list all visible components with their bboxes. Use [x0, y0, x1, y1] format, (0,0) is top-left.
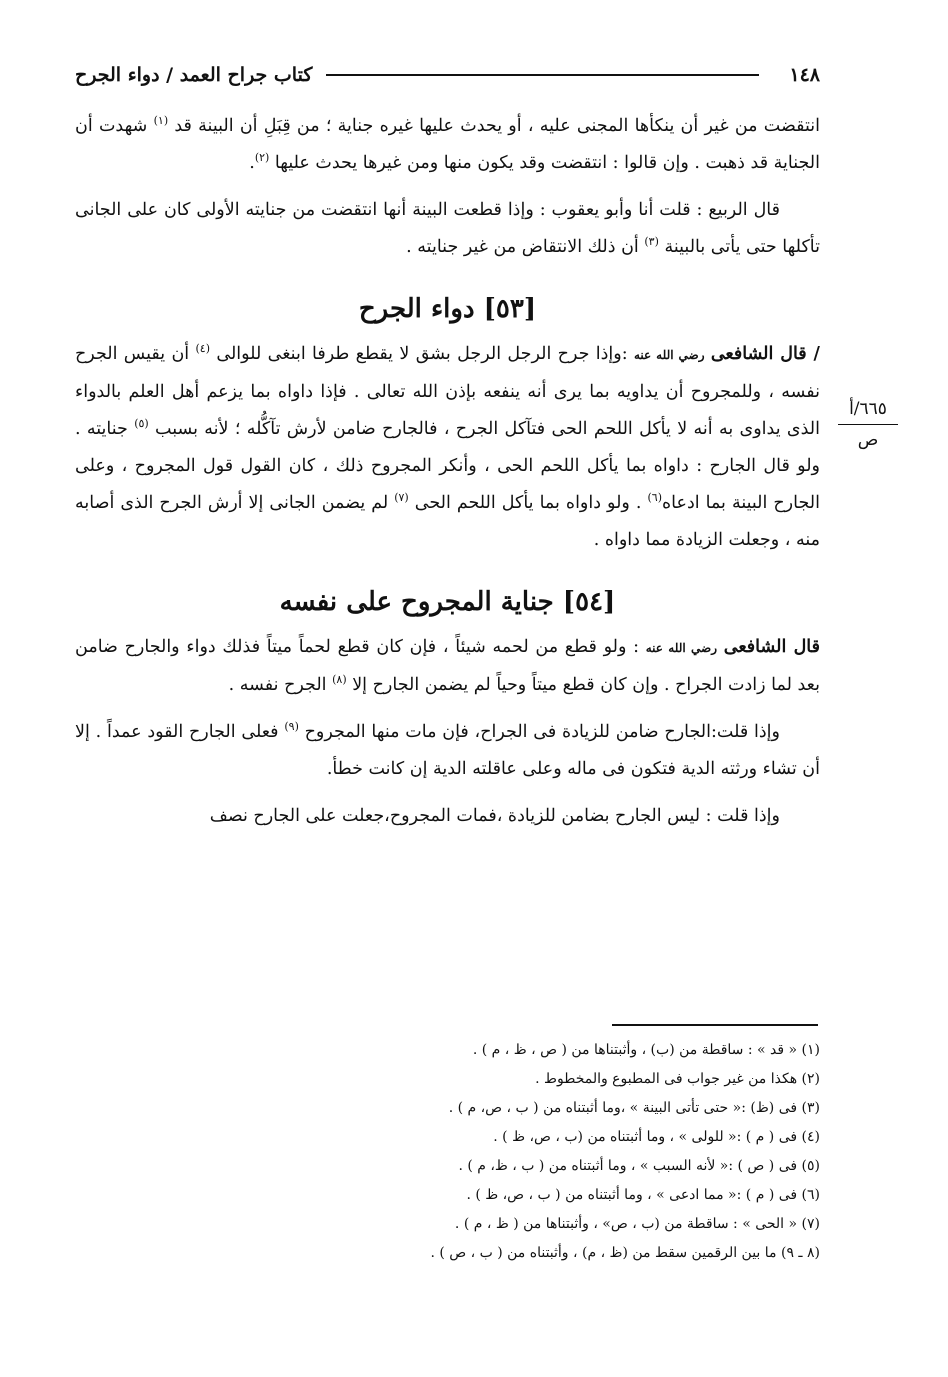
- paragraph-2: قال الربيع : قلت أنا وأبو يعقوب : وإذا قطعت البينة أنها انتقضت من جنايته الأولى كان على الجانى تأكلها حتى يأتى بالبينة $^{(٣)}$ أن ذلك الانتقاض من غير جنايته .: [75, 200, 820, 257]
- page-number: ١٤٨: [789, 64, 820, 86]
- paragraph-4: قال الشافعى رضي الله عنه : ولو قطع من لحمه شيئاً ، فإن كان قطع لحماً ميتاً فذلك دواء والجارح ضامن بعد لما زادت الجراح . وإن كان قطع ميتاً وحياً لم يضمن الجارح إلا $^{(٨)}$ الجرح نفسه .: [75, 637, 820, 695]
- section-heading-53: [٥٣] دواء الجرح: [358, 294, 537, 324]
- paragraph-6: وإذا قلت : ليس الجارح بضامن للزيادة ،فمات المجروح،جعلت على الجارح نصف: [209, 806, 780, 826]
- main-text: [75, 108, 820, 845]
- footnote-5: (٥) فى ( ص ) :« لأنه السبب » ، وما أثبتناه من ( ب ، ظ، م ) .: [458, 1158, 820, 1174]
- footnote-ref-8: (٨): [332, 673, 347, 687]
- footnote-ref-5: (٥): [134, 417, 149, 431]
- margin-folio-bottom: ص: [857, 430, 879, 450]
- footnote-separator: [612, 1024, 818, 1026]
- footnote-ref-3: (٣): [644, 235, 659, 249]
- footnote-7: (٧) « الحى » : ساقطة من (ب ، ص» ، وأثبتناها من ( ظ ، م ) .: [454, 1216, 820, 1232]
- footnote-2: (٢) هكذا من غير جواب فى المطبوع والمخطوط .: [535, 1071, 820, 1087]
- running-title: كتاب جراح العمد / دواء الجرح: [75, 64, 313, 86]
- footnote-6: (٦) فى ( م ) :« مما ادعى » ، وما أثبتناه من ( ب ، ص، ظ ) .: [466, 1187, 820, 1203]
- footnote-4: (٤) فى ( م ) :« للولى » ، وما أثبتناه من (ب ، ص، ظ ) .: [493, 1129, 820, 1145]
- footnote-ref-4: (٤): [195, 342, 211, 356]
- header-rule: [326, 74, 759, 76]
- honorific-glyph: رضي الله عنه: [645, 641, 718, 655]
- footnote-ref-6: (٦): [647, 491, 662, 505]
- section-heading-54: [٥٤] جناية المجروح على نفسه: [279, 587, 616, 617]
- margin-folio-top: ٦٦٥/أ: [849, 399, 887, 419]
- footnote-ref-1: (١): [153, 114, 169, 128]
- margin-folio-note: [838, 398, 898, 451]
- footnote-3: (٣) فى (ظ) :« حتى تأتى البينة » ،وما أثبتناه من ( ب ، ص، م ) .: [448, 1100, 820, 1116]
- paragraph-5: وإذا قلت:الجارح ضامن للزيادة فى الجراح، فإن مات منها المجروح $^{(٩)}$ فعلى الجارح القود عمداً . إلا أن تشاء ورثته الدية فتكون فى ماله وعلى عاقلته الدية إن كانت خطأ.: [75, 720, 820, 779]
- footnote-ref-9: (٩): [284, 720, 299, 734]
- speaker-lead: / قال الشافعى: [710, 344, 820, 364]
- footnote-1: (١) « قد » : ساقطة من (ب) ، وأثبتناها من ( ص ، ظ ، م ) .: [472, 1042, 820, 1058]
- page-header: [75, 55, 820, 95]
- footnote-ref-7: (٧): [394, 491, 409, 505]
- paragraph-3: / قال الشافعى رضي الله عنه :وإذا جرح الرجل الرجل بشق لا يقطع طرفا ابنغى للوالى $^{(٤)}$ أن يقيس الجرح نفسه ، وللمجروح أن يداويه بما يرى أنه ينفعه بإذن الله تعالى . فإذا داواه بما يزعم أهل العلم بالدواء الذى يداوى به أنه لا يأكل اللحم الحى فتآكل الجرح ، فالجارح ضامن لأرش تآكُّله ؛ لأنه بسبب $^{(٥)}$ جنايته . ولو قال الجارح : داواه بما يأكل اللحم الحى ، وأنكر المجروح ذلك ، كان القول قول المجروح ، وعلى الجارح البينة بما ادعاه$^{(٦)}$ . ولو داواه بما يأكل اللحم الحى $^{(٧)}$ لم يضمن الجانى إلا أرش الجرح الذى أصابه منه ، وجعلت الزيادة مما داواه .: [75, 342, 820, 550]
- footnote-8-9: (٨ ـ ٩) ما بين الرقمين سقط من (ظ ، م) ، وأثبتناه من ( ب ، ص ) .: [430, 1245, 820, 1261]
- speaker-lead: قال الشافعى: [723, 637, 820, 657]
- margin-folio-rule: [838, 424, 898, 425]
- footnote-ref-2: (٢): [254, 151, 270, 165]
- honorific-glyph: رضي الله عنه: [633, 348, 705, 362]
- paragraph-1: انتقضت من غير أن ينكأها المجنى عليه ، أو يحدث عليها غيره جناية ؛ من قِبَلِ أن البينة قد $^{(١)}$ شهدت أن الجناية قد ذهبت . وإن قالوا : انتقضت وقد يكون منها ومن غيرها يحدث عليها $^{(٢)}$.: [75, 114, 820, 173]
- footnotes: [75, 1036, 820, 1268]
